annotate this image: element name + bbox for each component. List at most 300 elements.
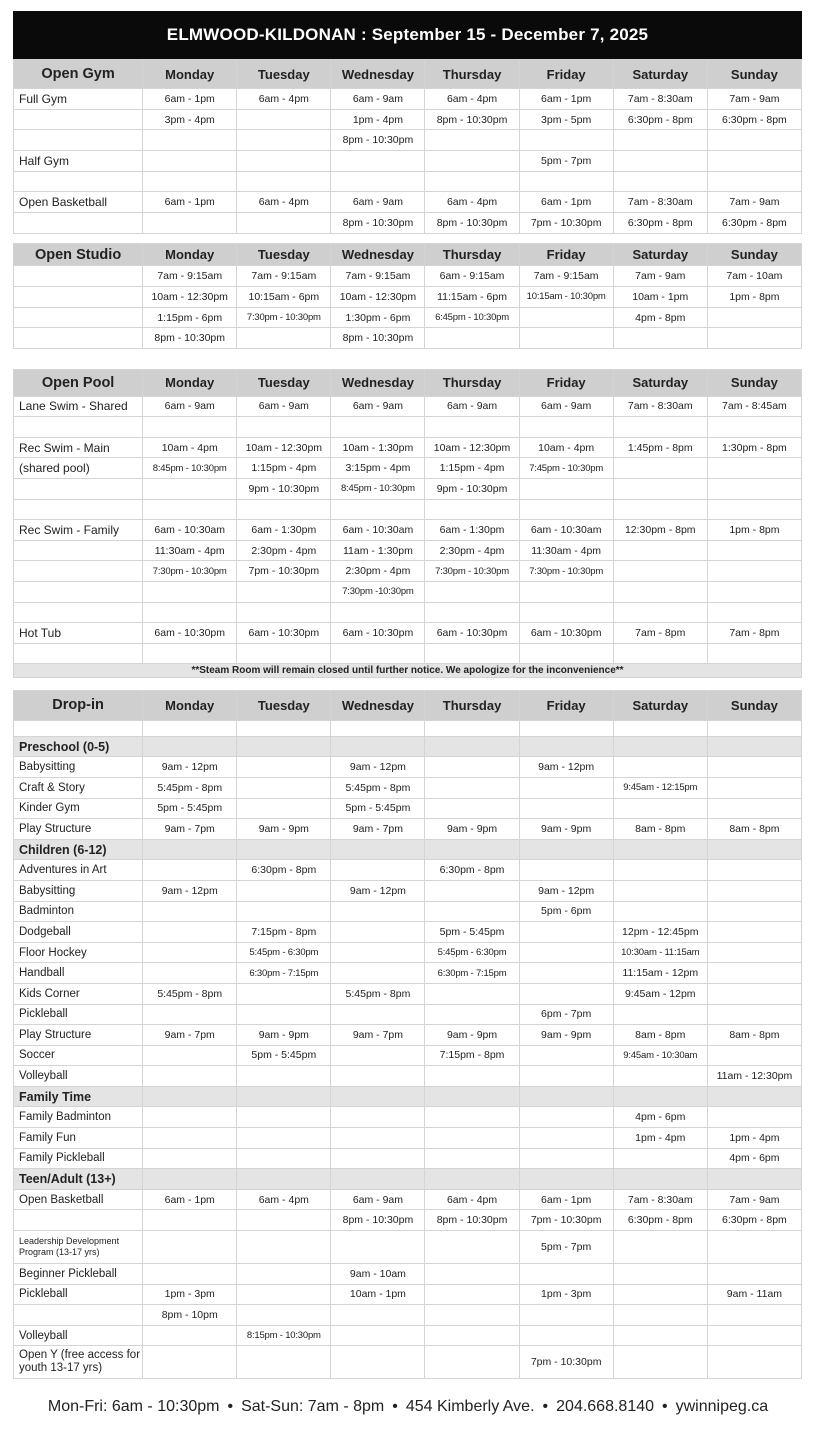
day-header: Monday: [143, 244, 237, 266]
day-header: Saturday: [613, 244, 707, 266]
time-cell: [143, 1107, 237, 1128]
table-row: [14, 643, 802, 664]
row-label: [14, 171, 143, 192]
time-cell: [143, 1210, 237, 1231]
row-label: Badminton: [14, 901, 143, 922]
time-cell: 6am - 1pm: [519, 89, 613, 110]
table-row: [14, 623, 802, 644]
time-cell: [707, 1346, 801, 1379]
blank-cell: [707, 736, 801, 757]
blank-cell: [425, 1169, 519, 1190]
time-cell: [425, 1066, 519, 1087]
open-studio-table: [13, 243, 802, 368]
time-cell: 6am - 4pm: [425, 1189, 519, 1210]
time-cell: [237, 328, 331, 349]
time-cell: [707, 1107, 801, 1128]
time-cell: 10:15am - 10:30pm: [519, 287, 613, 308]
blank-cell: [707, 1086, 801, 1107]
table-row: [14, 1025, 802, 1046]
time-cell: [143, 1066, 237, 1087]
table-row: [14, 777, 802, 798]
time-cell: [237, 1346, 331, 1379]
section-heading: Open Pool: [14, 369, 143, 396]
time-cell: [331, 1107, 425, 1128]
time-cell: 6am - 1pm: [143, 192, 237, 213]
time-cell: 10am - 1pm: [331, 1284, 425, 1305]
time-cell: 9am - 11am: [707, 1284, 801, 1305]
section-header-row: [14, 60, 802, 89]
time-cell: [237, 1231, 331, 1264]
time-cell: 12pm - 12:45pm: [613, 922, 707, 943]
time-cell: [519, 581, 613, 602]
time-cell: [707, 798, 801, 819]
time-cell: 6am - 1pm: [519, 1189, 613, 1210]
time-cell: 10:30am - 11:15am: [613, 942, 707, 963]
time-cell: [707, 540, 801, 561]
time-cell: [613, 1305, 707, 1326]
time-cell: 11:30am - 4pm: [143, 540, 237, 561]
time-cell: 6:30pm - 8pm: [707, 213, 801, 234]
time-cell: 7pm - 10:30pm: [519, 213, 613, 234]
time-cell: 9:45am - 12pm: [613, 983, 707, 1004]
table-row: [14, 307, 802, 328]
time-cell: [707, 880, 801, 901]
time-cell: [331, 942, 425, 963]
time-cell: [519, 860, 613, 881]
time-cell: 10am - 12:30pm: [425, 437, 519, 458]
time-cell: 7am - 9:15am: [237, 266, 331, 287]
time-cell: [237, 777, 331, 798]
time-cell: 8pm - 10:30pm: [331, 328, 425, 349]
time-cell: 6am - 10:30am: [519, 520, 613, 541]
table-row: [14, 1264, 802, 1285]
row-label: Adventures in Art: [14, 860, 143, 881]
blank-cell: [613, 1086, 707, 1107]
time-cell: [143, 478, 237, 499]
time-cell: [707, 777, 801, 798]
time-cell: 1pm - 4pm: [331, 109, 425, 130]
table-row: [14, 1346, 802, 1379]
time-cell: 9:45am - 10:30am: [613, 1045, 707, 1066]
row-label: [14, 1210, 143, 1231]
section-header-row: [14, 369, 802, 396]
time-cell: 2:30pm - 4pm: [237, 540, 331, 561]
blank-cell: [707, 839, 801, 860]
time-cell: [613, 1004, 707, 1025]
day-header: Monday: [143, 369, 237, 396]
time-cell: [519, 922, 613, 943]
time-cell: [425, 901, 519, 922]
time-cell: [613, 901, 707, 922]
row-label: Open Y (free access for youth 13-17 yrs): [14, 1346, 143, 1379]
time-cell: 9am - 9pm: [425, 1025, 519, 1046]
table-row: [14, 1284, 802, 1305]
blank-cell: [143, 736, 237, 757]
time-cell: [425, 1305, 519, 1326]
time-cell: 6am - 10:30am: [331, 520, 425, 541]
time-cell: 7am - 10am: [707, 266, 801, 287]
time-cell: 9am - 7pm: [143, 1025, 237, 1046]
time-cell: [143, 130, 237, 151]
time-cell: 8pm - 10:30pm: [425, 213, 519, 234]
time-cell: [613, 1231, 707, 1264]
time-cell: 6am - 10:30pm: [331, 623, 425, 644]
time-cell: 6am - 9am: [237, 396, 331, 417]
section-heading: Drop-in: [14, 690, 143, 720]
time-cell: [707, 1231, 801, 1264]
blank-cell: [331, 1086, 425, 1107]
time-cell: [331, 417, 425, 438]
table-row: [14, 963, 802, 984]
time-cell: [143, 922, 237, 943]
time-cell: 6am - 4pm: [425, 192, 519, 213]
bullet-icon: •: [227, 1398, 234, 1415]
table-row: [14, 1045, 802, 1066]
time-cell: [519, 942, 613, 963]
blank-cell: [707, 1169, 801, 1190]
row-label: Dodgeball: [14, 922, 143, 943]
time-cell: 6am - 10:30pm: [425, 623, 519, 644]
time-cell: [519, 643, 613, 664]
time-cell: 9am - 9pm: [519, 819, 613, 840]
blank-cell: [143, 1086, 237, 1107]
time-cell: [519, 1305, 613, 1326]
row-label: Play Structure: [14, 1025, 143, 1046]
time-cell: [613, 581, 707, 602]
time-cell: [519, 1066, 613, 1087]
time-cell: 7am - 8pm: [707, 623, 801, 644]
row-label: Play Structure: [14, 819, 143, 840]
blank-cell: [519, 1086, 613, 1107]
time-cell: 7am - 8:30am: [613, 1189, 707, 1210]
time-cell: 10am - 12:30pm: [331, 287, 425, 308]
time-cell: [425, 1346, 519, 1379]
table-row: [14, 192, 802, 213]
time-cell: 5:45pm - 8pm: [331, 983, 425, 1004]
blank-cell: [519, 736, 613, 757]
time-cell: 9pm - 10:30pm: [425, 478, 519, 499]
time-cell: [331, 860, 425, 881]
table-row: [14, 1004, 802, 1025]
row-label: Kinder Gym: [14, 798, 143, 819]
table-row: [14, 922, 802, 943]
time-cell: 7am - 8:30am: [613, 192, 707, 213]
time-cell: 9am - 12pm: [143, 757, 237, 778]
time-cell: 7am - 8:45am: [707, 396, 801, 417]
time-cell: [707, 983, 801, 1004]
day-header: Sunday: [707, 244, 801, 266]
category-label: Teen/Adult (13+): [14, 1169, 143, 1190]
time-cell: 6am - 9am: [143, 396, 237, 417]
day-header: Friday: [519, 60, 613, 89]
time-cell: [707, 643, 801, 664]
blank-cell: [425, 736, 519, 757]
time-cell: [331, 1066, 425, 1087]
time-cell: [331, 1305, 425, 1326]
time-cell: 9am - 7pm: [331, 819, 425, 840]
time-cell: 8pm - 10:30pm: [331, 213, 425, 234]
time-cell: [613, 643, 707, 664]
time-cell: [425, 757, 519, 778]
time-cell: 7am - 9:15am: [331, 266, 425, 287]
time-cell: 3pm - 4pm: [143, 109, 237, 130]
day-header: Sunday: [707, 369, 801, 396]
time-cell: [425, 880, 519, 901]
time-cell: [613, 1066, 707, 1087]
spacer: [14, 349, 802, 369]
time-cell: 7:30pm -10:30pm: [331, 581, 425, 602]
time-cell: 8am - 8pm: [613, 819, 707, 840]
time-cell: [425, 1325, 519, 1346]
table-row: [14, 287, 802, 308]
table-row: [14, 757, 802, 778]
time-cell: [331, 1325, 425, 1346]
time-cell: [613, 602, 707, 623]
day-header: Friday: [519, 369, 613, 396]
time-cell: [707, 602, 801, 623]
time-cell: 5:45pm - 6:30pm: [237, 942, 331, 963]
table-row: [14, 1107, 802, 1128]
row-label: Pickleball: [14, 1284, 143, 1305]
row-label: Handball: [14, 963, 143, 984]
table-row: [14, 151, 802, 172]
time-cell: 6am - 10:30pm: [519, 623, 613, 644]
time-cell: [331, 499, 425, 520]
blank-cell: [237, 736, 331, 757]
time-cell: 7am - 8:30am: [613, 89, 707, 110]
row-label: Rec Swim - Main: [14, 437, 143, 458]
time-cell: [425, 798, 519, 819]
time-cell: 2:30pm - 4pm: [425, 540, 519, 561]
time-cell: 8am - 8pm: [707, 819, 801, 840]
footer-address: 454 Kimberly Ave.: [405, 1398, 535, 1415]
blank-cell: [14, 720, 143, 736]
time-cell: 11am - 1:30pm: [331, 540, 425, 561]
time-cell: [613, 540, 707, 561]
time-cell: [519, 983, 613, 1004]
time-cell: [707, 1045, 801, 1066]
row-label: Lane Swim - Shared: [14, 396, 143, 417]
time-cell: 1:15pm - 6pm: [143, 307, 237, 328]
footer-hours-weekday: Mon-Fri: 6am - 10:30pm: [47, 1398, 220, 1415]
blank-cell: [237, 720, 331, 736]
time-cell: [237, 1004, 331, 1025]
time-cell: [237, 1210, 331, 1231]
time-cell: 11am - 12:30pm: [707, 1066, 801, 1087]
time-cell: 6am - 9am: [331, 396, 425, 417]
day-header: Saturday: [613, 690, 707, 720]
time-cell: [613, 1284, 707, 1305]
time-cell: [237, 643, 331, 664]
table-row: [14, 328, 802, 349]
row-label: [14, 328, 143, 349]
time-cell: 9am - 9pm: [237, 819, 331, 840]
time-cell: [331, 901, 425, 922]
time-cell: [143, 942, 237, 963]
table-row: [14, 417, 802, 438]
time-cell: [707, 860, 801, 881]
table-row: [14, 540, 802, 561]
time-cell: 5:45pm - 8pm: [331, 777, 425, 798]
time-cell: 11:30am - 4pm: [519, 540, 613, 561]
time-cell: [425, 581, 519, 602]
open-gym-table: [13, 59, 802, 243]
time-cell: 7am - 8pm: [613, 623, 707, 644]
time-cell: [613, 171, 707, 192]
row-label: [14, 307, 143, 328]
time-cell: 11:15am - 12pm: [613, 963, 707, 984]
row-label: Volleyball: [14, 1325, 143, 1346]
row-label: [14, 417, 143, 438]
table-row: [14, 1210, 802, 1231]
time-cell: [331, 1231, 425, 1264]
time-cell: [331, 1346, 425, 1379]
time-cell: [519, 602, 613, 623]
row-label: [14, 109, 143, 130]
row-label: [14, 213, 143, 234]
time-cell: 6am - 1pm: [143, 1189, 237, 1210]
time-cell: [237, 1066, 331, 1087]
time-cell: [707, 307, 801, 328]
section-heading: Open Gym: [14, 60, 143, 89]
time-cell: 7am - 9am: [707, 1189, 801, 1210]
blank-cell: [425, 1086, 519, 1107]
time-cell: 6:30pm - 8pm: [613, 109, 707, 130]
bullet-icon: •: [392, 1398, 398, 1415]
time-cell: [613, 130, 707, 151]
time-cell: 7am - 9am: [707, 89, 801, 110]
time-cell: 6:30pm - 8pm: [707, 109, 801, 130]
category-label: Preschool (0-5): [14, 736, 143, 757]
time-cell: [425, 602, 519, 623]
day-header: Sunday: [707, 690, 801, 720]
time-cell: [425, 130, 519, 151]
time-cell: 1:15pm - 4pm: [425, 458, 519, 479]
time-cell: [237, 417, 331, 438]
row-label: [14, 478, 143, 499]
day-header: Friday: [519, 244, 613, 266]
day-header: Monday: [143, 60, 237, 89]
time-cell: 6am - 4pm: [237, 89, 331, 110]
time-cell: [519, 499, 613, 520]
time-cell: 5pm - 5:45pm: [237, 1045, 331, 1066]
time-cell: 6am - 10:30pm: [143, 623, 237, 644]
time-cell: [519, 1148, 613, 1169]
category-row: [14, 1086, 802, 1107]
time-cell: [425, 499, 519, 520]
time-cell: [425, 1004, 519, 1025]
time-cell: [143, 860, 237, 881]
time-cell: 7am - 9am: [707, 192, 801, 213]
time-cell: 6am - 4pm: [425, 89, 519, 110]
blank-row: [14, 720, 802, 736]
time-cell: [613, 880, 707, 901]
time-cell: 7:30pm - 10:30pm: [519, 561, 613, 582]
row-label: Kids Corner: [14, 983, 143, 1004]
time-cell: [237, 1305, 331, 1326]
time-cell: [707, 328, 801, 349]
spacer: [14, 678, 802, 690]
time-cell: 7pm - 10:30pm: [519, 1210, 613, 1231]
blank-cell: [237, 1086, 331, 1107]
time-cell: 8:15pm - 10:30pm: [237, 1325, 331, 1346]
time-cell: 10:15am - 6pm: [237, 287, 331, 308]
time-cell: 6:30pm - 8pm: [613, 213, 707, 234]
time-cell: [237, 151, 331, 172]
time-cell: [237, 213, 331, 234]
time-cell: 6:45pm - 10:30pm: [425, 307, 519, 328]
time-cell: [707, 171, 801, 192]
time-cell: 8pm - 10:30pm: [425, 1210, 519, 1231]
blank-cell: [331, 839, 425, 860]
table-row: [14, 880, 802, 901]
time-cell: [143, 1148, 237, 1169]
time-cell: 1pm - 3pm: [143, 1284, 237, 1305]
table-row: [14, 213, 802, 234]
time-cell: 10am - 1:30pm: [331, 437, 425, 458]
time-cell: [519, 963, 613, 984]
time-cell: [237, 171, 331, 192]
blank-cell: [331, 736, 425, 757]
time-cell: [613, 151, 707, 172]
time-cell: [143, 1346, 237, 1379]
time-cell: 9am - 7pm: [331, 1025, 425, 1046]
time-cell: 6am - 1pm: [143, 89, 237, 110]
footer-website[interactable]: ywinnipeg.ca: [675, 1398, 769, 1415]
time-cell: [613, 798, 707, 819]
blank-cell: [331, 1169, 425, 1190]
blank-cell: [613, 1169, 707, 1190]
time-cell: [707, 151, 801, 172]
time-cell: [707, 1004, 801, 1025]
row-label: [14, 643, 143, 664]
time-cell: [519, 171, 613, 192]
category-label: Children (6-12): [14, 839, 143, 860]
table-row: [14, 171, 802, 192]
row-label: (shared pool): [14, 458, 143, 479]
blank-cell: [519, 839, 613, 860]
row-label: Craft & Story: [14, 777, 143, 798]
table-row: [14, 1128, 802, 1149]
time-cell: [613, 1264, 707, 1285]
table-row: [14, 396, 802, 417]
blank-cell: [613, 720, 707, 736]
row-label: [14, 581, 143, 602]
table-row: [14, 458, 802, 479]
time-cell: [613, 458, 707, 479]
steam-room-notice: **Steam Room will remain closed until further notice. We apologize for the inconvenience**: [14, 664, 802, 678]
time-cell: 6am - 9am: [425, 396, 519, 417]
schedule: [13, 11, 802, 1379]
blank-cell: [425, 720, 519, 736]
time-cell: [707, 963, 801, 984]
row-label: Pickleball: [14, 1004, 143, 1025]
blank-cell: [143, 839, 237, 860]
time-cell: [331, 1004, 425, 1025]
time-cell: [331, 1148, 425, 1169]
table-row: [14, 266, 802, 287]
time-cell: 7am - 9am: [613, 266, 707, 287]
day-header: Sunday: [707, 60, 801, 89]
footer: [0, 1398, 816, 1416]
time-cell: 9pm - 10:30pm: [237, 478, 331, 499]
time-cell: 6am - 9am: [331, 89, 425, 110]
time-cell: [707, 561, 801, 582]
time-cell: 1pm - 4pm: [613, 1128, 707, 1149]
time-cell: 9am - 9pm: [425, 819, 519, 840]
blank-cell: [143, 1169, 237, 1190]
time-cell: [519, 1128, 613, 1149]
